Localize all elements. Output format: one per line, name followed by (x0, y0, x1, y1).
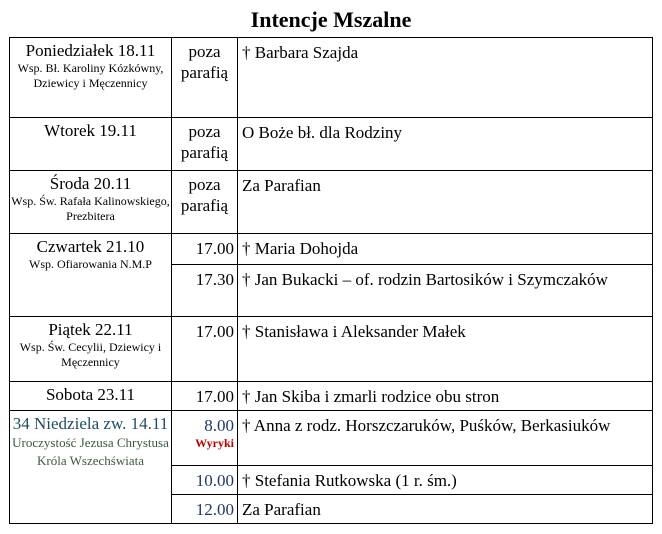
table-row (10, 382, 653, 411)
intention-cell (238, 382, 653, 411)
intention-text: O Boże bł. dla Rodziny (242, 123, 403, 142)
intention-cell (238, 171, 653, 234)
intention-cell (238, 466, 653, 495)
saint-name: Wsp. Św. Cecylii, Dziewicy i Męczennicy (19, 340, 162, 369)
intention-text: † Anna z rodz. Horszczaruków, Puśków, Berkasiuków (242, 416, 611, 435)
intention-text: † Barbara Szajda (242, 43, 359, 62)
intention-text: † Stefania Rutkowska (1 r. śm.) (242, 471, 457, 490)
day-cell (10, 171, 172, 234)
day-cell (10, 411, 172, 524)
page-title: Intencje Mszalne (250, 7, 412, 32)
intention-cell (238, 411, 653, 466)
day-cell (10, 317, 172, 382)
intention-text: † Jan Skiba i zmarli rodzice obu stron (242, 387, 500, 406)
intention-cell (238, 265, 653, 317)
day-cell (10, 38, 172, 118)
intention-text: † Jan Bukacki – of. rodzin Bartosików i Szymczaków (242, 270, 608, 289)
intention-text: † Maria Dohojda (242, 239, 359, 258)
day-name: Wtorek 19.11 (44, 121, 137, 140)
intention-text: † Stanisława i Aleksander Małek (242, 322, 466, 341)
table-row (10, 411, 653, 466)
mass-time: 17.00 (172, 234, 238, 265)
mass-time-cell (172, 411, 238, 466)
table-row (10, 234, 653, 265)
mass-time: 8.00 (204, 416, 234, 435)
table-row (10, 317, 653, 382)
day-name: Piątek 22.11 (48, 320, 133, 339)
saint-name: Wsp. Bł. Karoliny Kózkówny, Dziewicy i Męczennicy (17, 61, 164, 90)
saint-name: Wsp. Św. Rafała Kalinowskiego, Prezbitera (11, 194, 170, 223)
mass-intentions-table (9, 37, 653, 524)
intention-cell (238, 118, 653, 171)
place-cell: poza parafią (172, 118, 238, 171)
day-cell (10, 118, 172, 171)
table-row (10, 38, 653, 118)
place-cell: poza parafią (172, 38, 238, 118)
intention-text: Za Parafian (242, 176, 321, 195)
intention-cell (238, 495, 653, 524)
mass-time: 17.00 (172, 317, 238, 382)
day-cell (10, 382, 172, 411)
intention-cell (238, 38, 653, 118)
day-name: Sobota 23.11 (45, 385, 136, 404)
mass-time: 17.00 (172, 382, 238, 411)
mass-location: Wyryki (195, 436, 234, 450)
table-row (10, 118, 653, 171)
saint-name: Wsp. Ofiarowania N.M.P (29, 257, 152, 271)
intention-cell (238, 234, 653, 265)
intention-cell (238, 317, 653, 382)
table-row (10, 171, 653, 234)
mass-time: 17.30 (172, 265, 238, 317)
place-cell: poza parafią (172, 171, 238, 234)
day-name: Czwartek 21.10 (36, 237, 145, 256)
mass-time: 12.00 (172, 495, 238, 524)
day-name: Środa 20.11 (49, 174, 132, 193)
day-name: Poniedziałek 18.11 (25, 41, 156, 60)
day-cell (10, 234, 172, 317)
intention-text: Za Parafian (242, 500, 321, 519)
saint-name: Uroczystość Jezusa Chrystusa Króla Wszechświata (12, 435, 169, 468)
day-name: 34 Niedziela zw. 14.11 (12, 414, 169, 433)
mass-time: 10.00 (172, 466, 238, 495)
